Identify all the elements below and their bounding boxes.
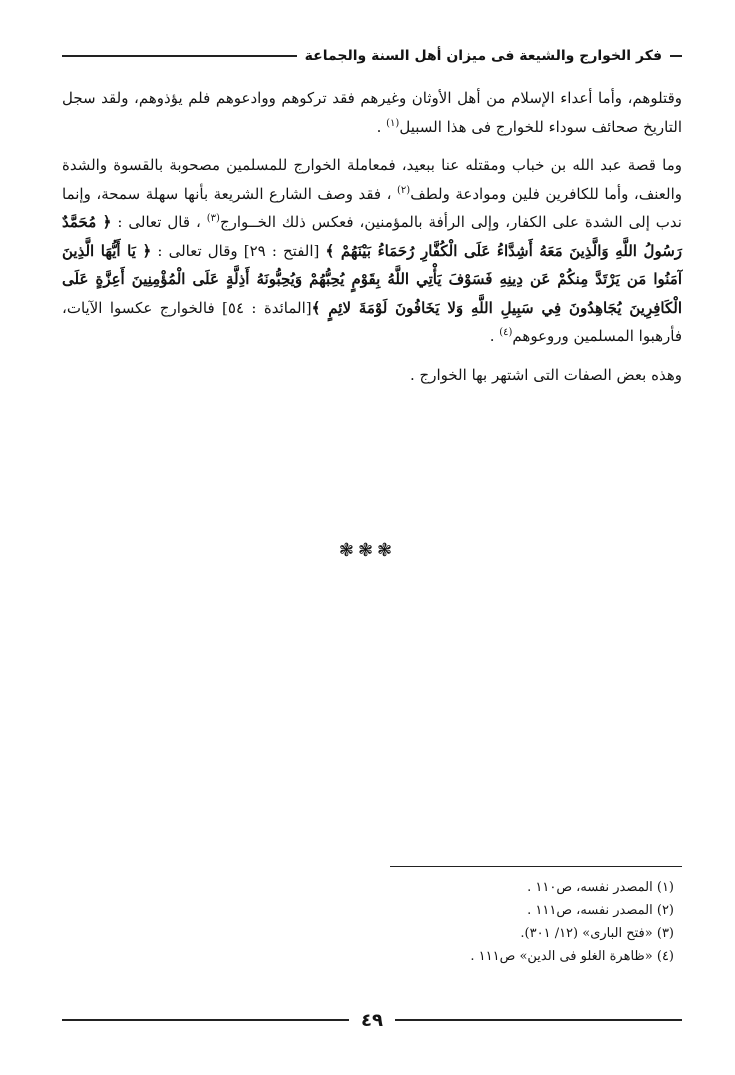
page-number: ٤٩ xyxy=(361,1009,383,1031)
footnote-ref-1: (١) xyxy=(386,117,400,129)
footer-rule-left xyxy=(62,1019,349,1021)
paragraph-2 xyxy=(62,151,682,351)
footnote-2: (٢) المصدر نفسه، ص١١١ . xyxy=(527,903,674,918)
paragraph-2-text-d: [الفتح : ٢٩] وقال تعالى : xyxy=(151,241,326,260)
header-rule-left xyxy=(62,55,297,57)
paragraph-2-end: . xyxy=(489,327,500,345)
section-separator: ❃❃❃ xyxy=(338,540,397,561)
footnote-1: (١) المصدر نفسه، ص١١٠ . xyxy=(527,880,674,895)
footnote-rule xyxy=(390,866,682,867)
header-rule-right xyxy=(670,55,682,57)
page-footer xyxy=(62,1008,682,1032)
paragraph-3: وهذه بعض الصفات التى اشتهر بها الخوارج . xyxy=(410,365,682,384)
paragraph-2-text-b: ، فقد وصف الشارع الشريعة بأنها سهلة سمحة، وإنما ندب إلى الشدة على الكفار، وإلى الرأفة بالمؤمنين، فعكس ذلك الخــوارج xyxy=(62,184,682,231)
footnotes xyxy=(62,876,682,968)
main-text xyxy=(62,84,682,399)
footnote-ref-3: (٣) xyxy=(206,213,220,224)
paragraph-1-text: وقتلوهم، وأما أعداء الإسلام من أهل الأوثان وغيرهم فقد تركوهم ووادعوهم فلم يؤذوهم، ولقد سجل التاريخ صحائف سوداء للخوارج فى هذا السبيل xyxy=(62,89,682,136)
paragraph-2-text-e: [المائدة : ٥٤] فالخوارج عكسوا الآيات، فأرهبوا المسلمين وروعوهم xyxy=(62,298,682,345)
running-header xyxy=(62,44,682,68)
header-title: فكر الخوارج والشيعة فى ميزان أهل السنة والجماعة xyxy=(304,48,662,64)
footnote-4: (٤) «ظاهرة الغلو فى الدين» ص١١١ . xyxy=(470,949,674,964)
paragraph-2-text-c: ، قال تعالى : xyxy=(111,213,201,231)
footnote-ref-2: (٢) xyxy=(397,184,411,196)
paragraph-1-end: . xyxy=(376,117,387,136)
footnote-3: (٣) «فتح البارى» (١٢/ ٣٠١). xyxy=(520,926,674,941)
footnote-ref-4: (٤) xyxy=(499,327,513,338)
footer-rule-right xyxy=(395,1019,682,1021)
paragraph-2-text-a: وما قصة عبد الله بن خباب ومقتله عنا ببعيد، فمعاملة الخوارج للمسلمين مصحوبة بالقسوة والشدة والعنف، وأما للكافرين فلين وموادعة ولطف xyxy=(62,156,682,203)
quran-verse-maidah: ﴿ يَا أَيُّهَا الَّذِينَ آمَنُوا مَن يَرْتَدَّ مِنكُمْ عَن دِينِهِ فَسَوْفَ يَأْتِي اللَّهُ بِقَوْمٍ يُحِبُّهُمْ وَيُحِبُّونَهُ أَذِلَّةٍ عَلَى الْمُؤْمِنِينَ أَعِزَّةٍ عَلَى الْكَافِرِينَ يُجَاهِدُونَ فِي سَبِيلِ اللَّهِ وَلا يَخَافُونَ لَوْمَةَ لائِمٍ ﴾ xyxy=(62,241,682,317)
paragraph-1 xyxy=(62,84,682,141)
quran-verse-fath: ﴿ مُحَمَّدٌ رَسُولُ اللَّهِ وَالَّذِينَ مَعَهُ أَشِدَّاءُ عَلَى الْكُفَّارِ رُحَمَاءُ بَيْنَهُمْ ﴾ xyxy=(62,213,683,260)
